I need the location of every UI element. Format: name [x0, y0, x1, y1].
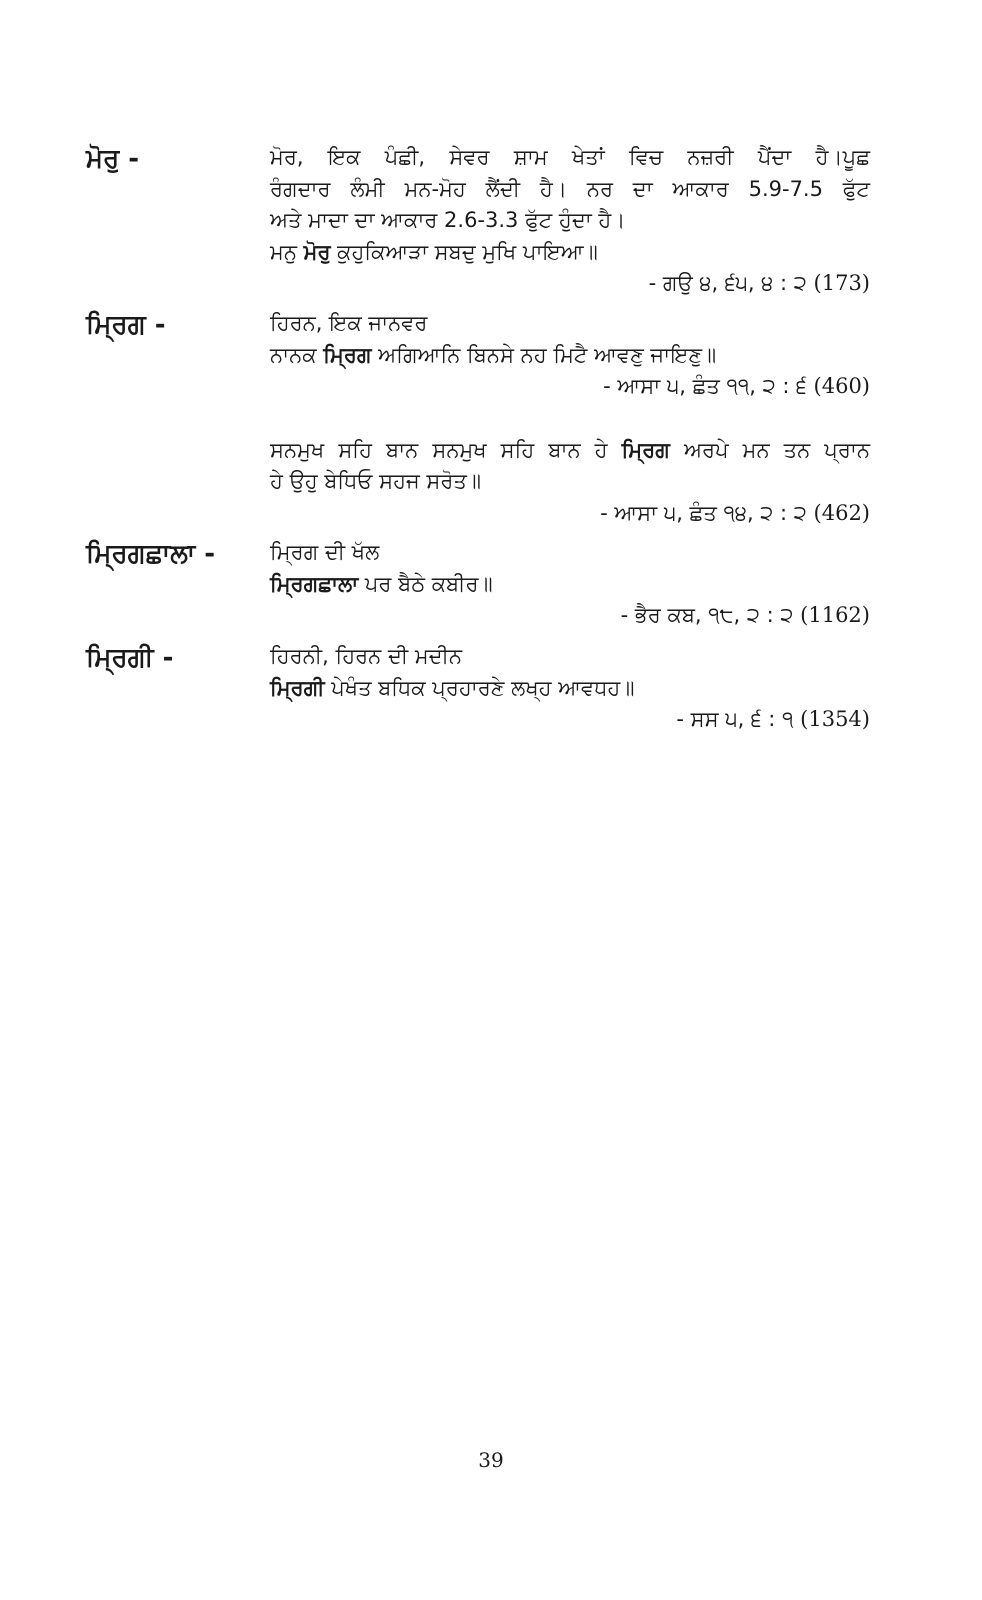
- entry-term: ਮ੍ਰਿਗ -: [86, 310, 166, 340]
- scripture-reference: - ਸਸ ੫, ੬ : ੧ (1354): [676, 707, 870, 731]
- definition-line: ਮੋਰ, ਇਕ ਪੰਛੀ, ਸੇਵਰ ਸ਼ਾਮ ਖੇਤਾਂ ਵਿਚ ਨਜ਼ਰੀ ਪੈਂਦਾ ਹੈ।ਪੂਛ: [270, 145, 870, 169]
- definition-line: ਅਤੇ ਮਾਦਾ ਦਾ ਆਕਾਰ 2.6-3.3 ਫੁੱਟ ਹੁੰਦਾ ਹੈ।: [270, 208, 626, 232]
- entry-body: [270, 142, 870, 300]
- entry-body: [270, 537, 870, 632]
- reference-page: (462): [813, 500, 870, 525]
- reference-page: (1354): [800, 707, 870, 731]
- scripture-reference: - ਗਉ ੪, ੬੫, ੪ : ੨ (173): [648, 271, 870, 295]
- reference-page: (460): [813, 374, 870, 398]
- entry-body: [270, 641, 870, 736]
- definition-line: ਹਿਰਨੀ, ਹਿਰਨ ਦੀ ਮਦੀਨ: [270, 644, 463, 668]
- quoted-term: ਮੋਰੁ: [303, 239, 331, 264]
- definition-line: ਮ੍ਰਿਗ ਦੀ ਖੱਲ: [270, 540, 380, 564]
- entry-term: ਮੋਰੁ -: [86, 144, 140, 174]
- scripture-quote: ਮ੍ਰਿਗਛਾਲਾ ਪਰ ਬੈਠੇ ਕਬੀਰ॥: [270, 571, 493, 596]
- scripture-quote: ਹੇ ਉਹੁ ਬੇਧਿਓ ਸਹਜ ਸਰੋਤ॥: [270, 469, 481, 493]
- scripture-quote: ਨਾਨਕ ਮ੍ਰਿਗ ਅਗਿਆਨਿ ਬਿਨਸੇ ਨਹ ਮਿਟੈ ਆਵਣੁ ਜਾਇਣੁ॥: [270, 342, 717, 367]
- scripture-reference: - ਆਸਾ ੫, ਛੰਤ ੧੪, ੨ : ੨ (462): [600, 500, 870, 525]
- reference-page: (1162): [800, 603, 870, 627]
- entry-term: ਮ੍ਰਿਗੀ -: [86, 643, 174, 673]
- page-number: 39: [478, 1448, 504, 1472]
- scripture-quote: ਸਨਮੁਖ ਸਹਿ ਬਾਨ ਸਨਮੁਖ ਸਹਿ ਬਾਨ ਹੇ ਮ੍ਰਿਗ ਅਰਪੇ ਮਨ ਤਨ ਪ੍ਰਾਨ: [270, 437, 870, 462]
- entry-body: [270, 308, 870, 529]
- quoted-term: ਮ੍ਰਿਗ: [621, 437, 670, 462]
- quoted-term: ਮ੍ਰਿਗਛਾਲਾ: [270, 571, 359, 596]
- scripture-reference: - ਭੈਰ ਕਬ, ੧੮, ੨ : ੨ (1162): [620, 603, 870, 627]
- scripture-reference: - ਆਸਾ ੫, ਛੰਤ ੧੧, ੨ : ੬ (460): [603, 374, 870, 398]
- quoted-term: ਮ੍ਰਿਗ: [323, 342, 372, 367]
- quoted-term: ਮ੍ਰਿਗੀ: [270, 675, 325, 700]
- scripture-quote: ਮ੍ਰਿਗੀ ਪੇਖੰਤ ਬਧਿਕ ਪ੍ਰਹਾਰਣੇ ਲਖ੍ਹ ਆਵਧਹ॥: [270, 675, 635, 700]
- definition-line: ਹਿਰਨ, ਇਕ ਜਾਨਵਰ: [270, 311, 428, 335]
- scripture-quote: ਮਨੁ ਮੋਰੁ ਕੁਹੁਕਿਆੜਾ ਸਬਦੁ ਮੁਖਿ ਪਾਇਆ॥: [270, 239, 598, 264]
- definition-line: ਰੰਗਦਾਰ ਲੰਮੀ ਮਨ-ਮੋਹ ਲੈਂਦੀ ਹੈ। ਨਰ ਦਾ ਆਕਾਰ 5.9-7.5 ਫੁੱਟ: [270, 176, 870, 201]
- reference-page: (173): [813, 271, 870, 295]
- entry-term: ਮ੍ਰਿਗਛਾਲਾ -: [86, 539, 216, 569]
